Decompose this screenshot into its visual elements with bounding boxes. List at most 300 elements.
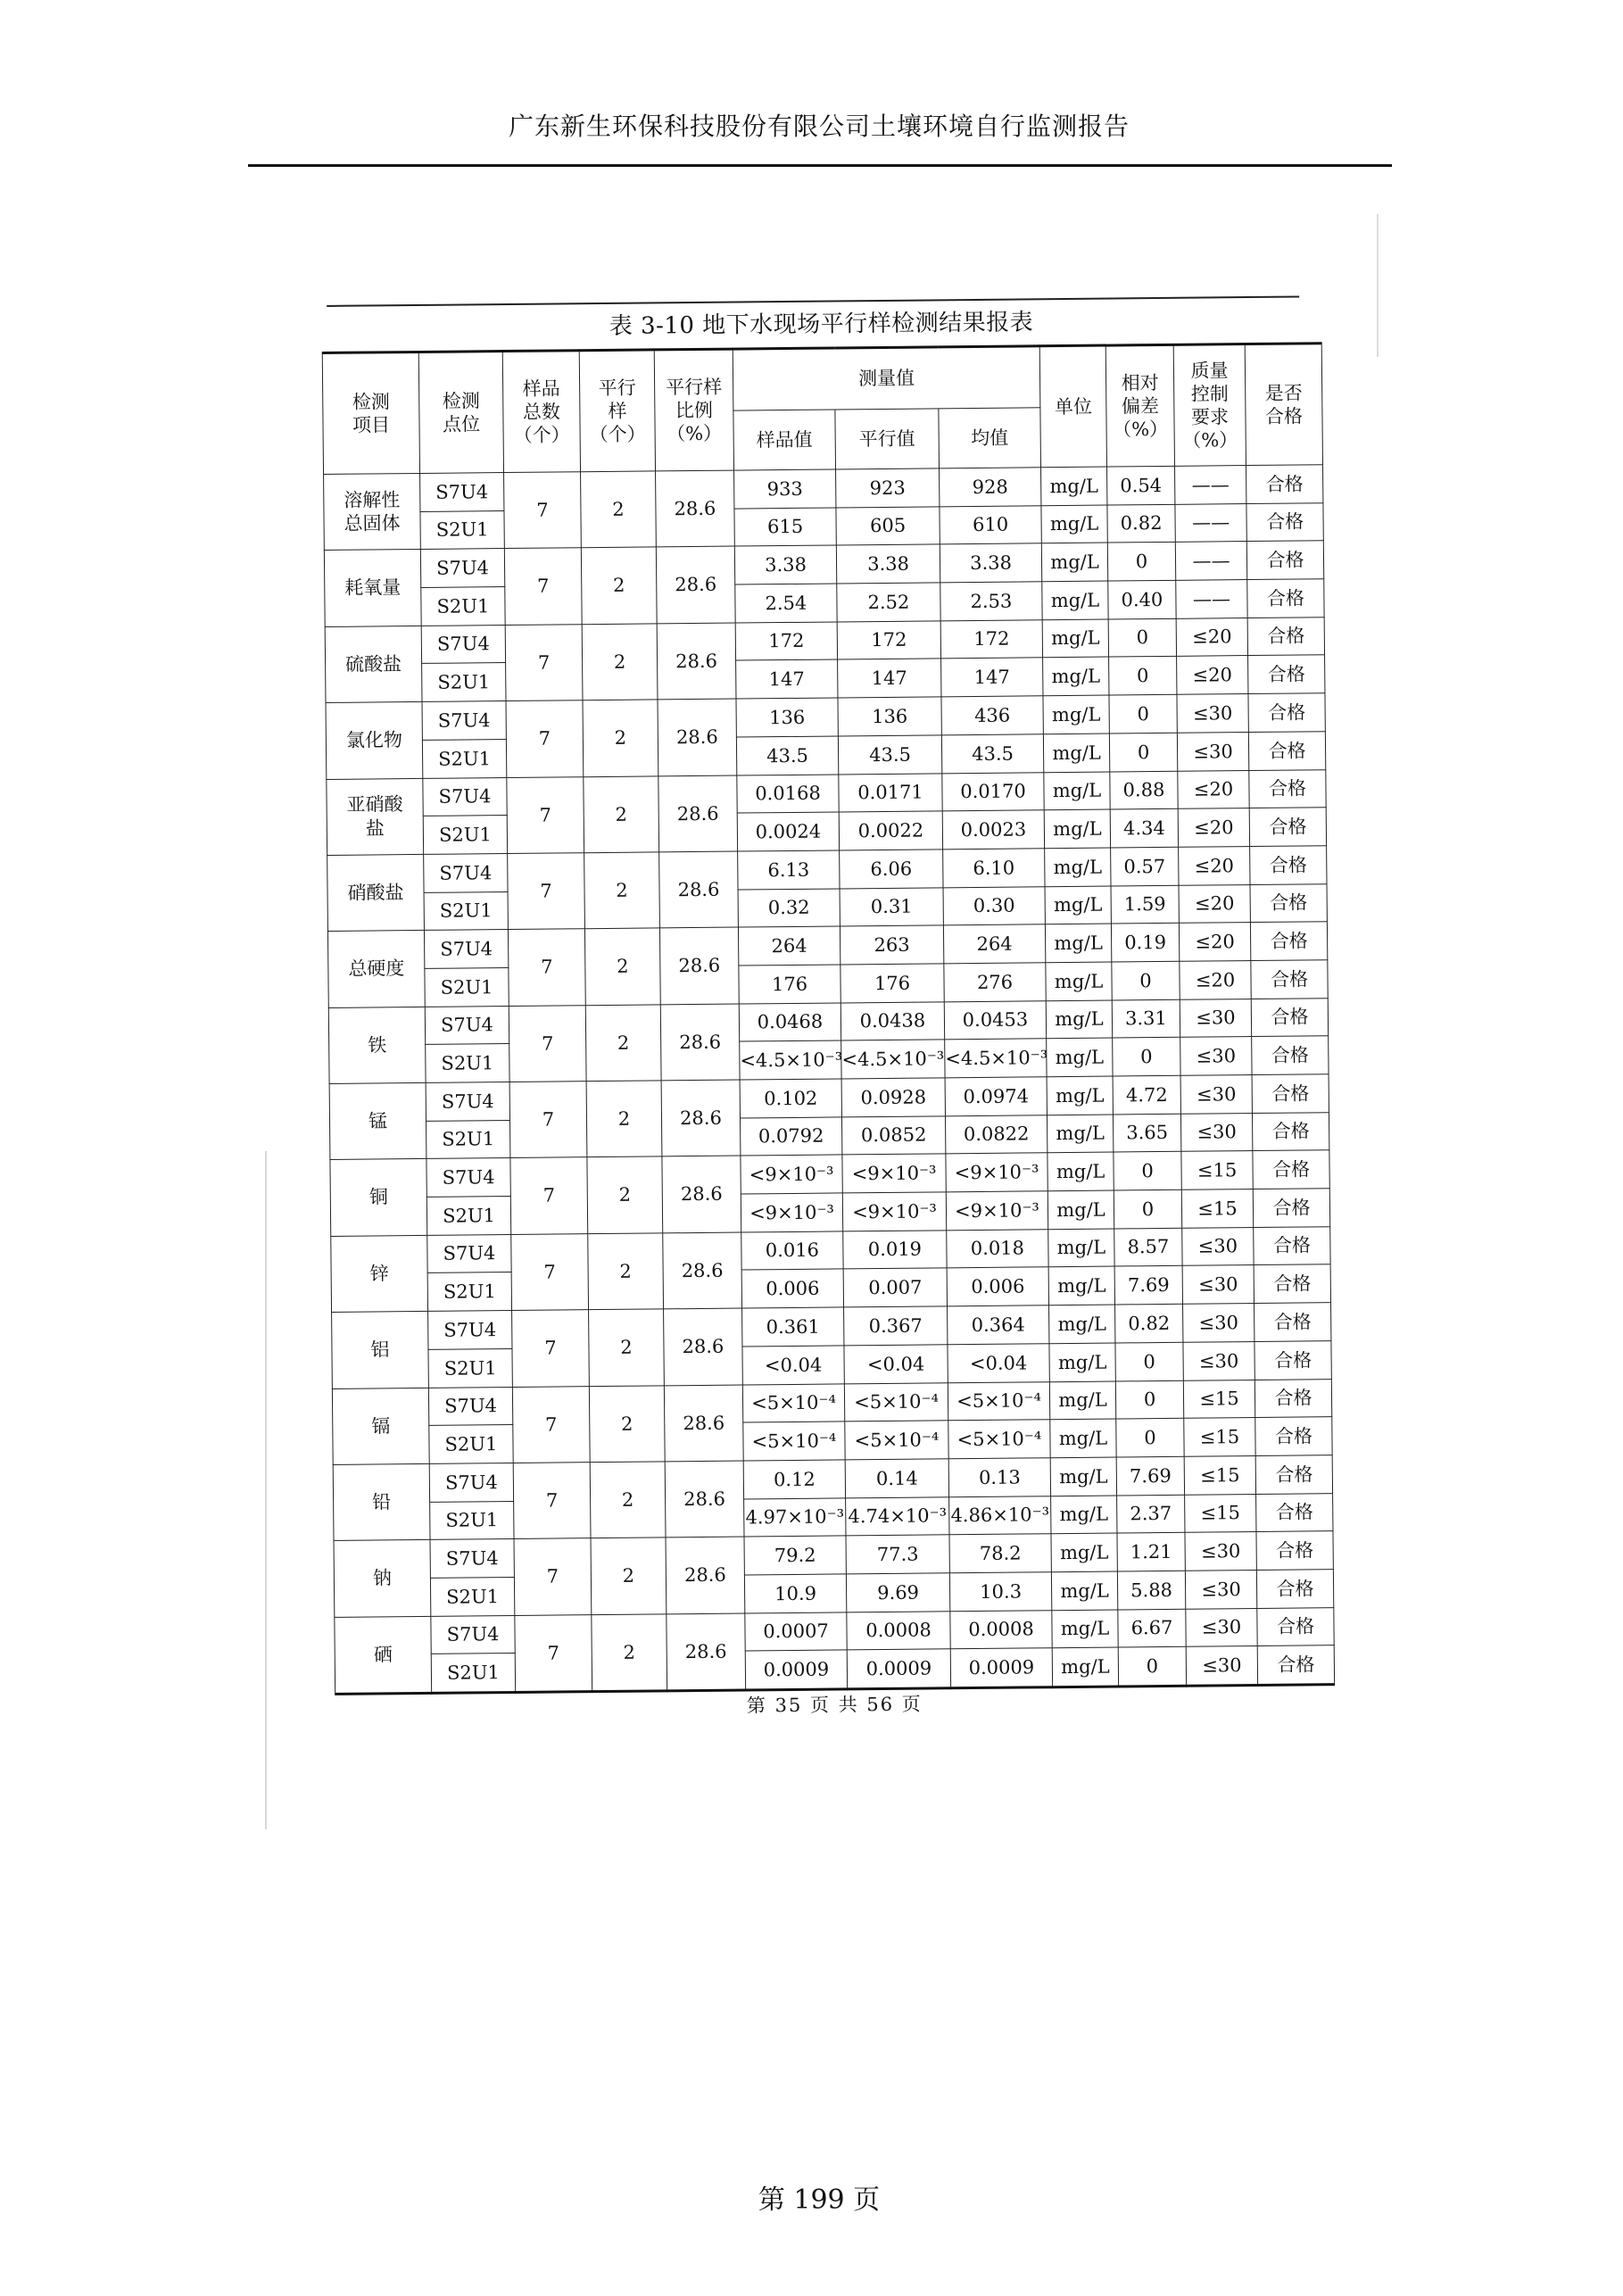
cell-ratio: 28.6 — [656, 470, 735, 547]
cell-unit: mg/L — [1043, 695, 1109, 734]
cell-site: S2U1 — [426, 1197, 510, 1236]
cell-ratio: 28.6 — [658, 699, 737, 775]
cell-total: 7 — [506, 700, 584, 777]
cell-sample-value: <5×10⁻⁴ — [742, 1383, 844, 1422]
cell-relative-deviation: 0 — [1109, 694, 1177, 733]
cell-unit: mg/L — [1045, 886, 1111, 924]
cell-parallel-value: 0.31 — [840, 887, 943, 926]
cell-mean: 610 — [940, 505, 1041, 544]
cell-parallel-count: 2 — [589, 1309, 665, 1386]
cell-sample-value: 2.54 — [735, 584, 837, 623]
cell-unit: mg/L — [1051, 1533, 1117, 1571]
cell-parallel-value: 0.0928 — [841, 1078, 945, 1117]
cell-mean: <9×10⁻³ — [946, 1191, 1047, 1231]
cell-sample-value: 615 — [734, 508, 836, 547]
cell-mean: 0.018 — [947, 1229, 1048, 1268]
cell-unit: mg/L — [1051, 1496, 1117, 1534]
cell-site: S7U4 — [420, 473, 504, 512]
results-table-body — [324, 465, 1335, 1695]
cell-site: S7U4 — [426, 1082, 509, 1122]
header-parallel-count: 平行 样 （个） — [579, 350, 655, 472]
cell-unit: mg/L — [1047, 1076, 1113, 1115]
cell-site: S7U4 — [427, 1234, 511, 1273]
cell-parallel-count: 2 — [585, 1005, 661, 1082]
cell-site: S7U4 — [421, 625, 505, 664]
cell-relative-deviation: 7.69 — [1114, 1266, 1182, 1305]
cell-sample-value: 6.13 — [738, 850, 840, 890]
cell-unit: mg/L — [1048, 1266, 1114, 1305]
cell-sample-value: 0.361 — [742, 1307, 844, 1347]
cell-relative-deviation: 0.82 — [1107, 504, 1175, 543]
cell-item: 铁 — [328, 1007, 426, 1083]
cell-parallel-count: 2 — [590, 1462, 666, 1538]
cell-item: 镉 — [332, 1388, 429, 1464]
cell-total: 7 — [508, 929, 585, 1006]
cell-pass: 合格 — [1257, 1607, 1334, 1646]
cell-sample-value: 0.32 — [738, 889, 840, 928]
cell-pass: 合格 — [1249, 808, 1326, 847]
cell-qc-requirement: —— — [1176, 580, 1247, 618]
cell-site: S7U4 — [426, 1158, 510, 1198]
cell-site: S7U4 — [431, 1615, 515, 1654]
cell-relative-deviation: 0.19 — [1111, 924, 1179, 962]
cell-mean: 4.86×10⁻³ — [949, 1496, 1051, 1535]
cell-pass: 合格 — [1247, 617, 1324, 656]
cell-unit: mg/L — [1048, 1229, 1114, 1267]
cell-mean: 78.2 — [949, 1534, 1051, 1573]
cell-relative-deviation: 3.65 — [1113, 1114, 1180, 1152]
cell-parallel-value: <5×10⁻⁴ — [845, 1421, 948, 1460]
cell-sample-value: <0.04 — [742, 1346, 844, 1385]
cell-ratio: 28.6 — [659, 851, 739, 928]
cell-relative-deviation: 0.82 — [1115, 1304, 1183, 1342]
cell-pass: 合格 — [1248, 732, 1325, 771]
cell-ratio: 28.6 — [656, 546, 735, 623]
header-unit: 单位 — [1039, 345, 1106, 468]
cell-pass: 合格 — [1254, 1226, 1330, 1265]
cell-unit: mg/L — [1050, 1457, 1116, 1496]
cell-parallel-value: 3.38 — [836, 544, 940, 584]
cell-pass: 合格 — [1252, 1036, 1329, 1075]
header-ratio: 平行样 比例 （%） — [654, 349, 733, 471]
cell-total: 7 — [509, 1005, 586, 1082]
cell-unit: mg/L — [1044, 772, 1110, 810]
report-header-title: 广东新生环保科技股份有限公司土壤环境自行监测报告 — [508, 112, 1130, 141]
header-site: 检测 点位 — [418, 352, 503, 474]
cell-site: S2U1 — [421, 587, 505, 626]
cell-item: 总硬度 — [327, 931, 425, 1007]
cell-mean: 0.0023 — [942, 810, 1044, 850]
cell-item: 铝 — [332, 1312, 429, 1388]
cell-mean: 264 — [943, 924, 1045, 964]
cell-mean: 10.3 — [949, 1572, 1051, 1612]
cell-mean: 6.10 — [943, 849, 1045, 888]
cell-ratio: 28.6 — [664, 1385, 743, 1462]
cell-pass: 合格 — [1251, 960, 1328, 999]
cell-item: 铜 — [330, 1159, 427, 1236]
cell-mean: 0.0453 — [944, 1000, 1046, 1040]
cell-sample-value: 0.0468 — [739, 1003, 840, 1042]
cell-site: S2U1 — [423, 816, 507, 855]
cell-mean: 172 — [940, 620, 1042, 659]
cell-parallel-count: 2 — [587, 1156, 663, 1233]
cell-parallel-count: 2 — [581, 547, 657, 624]
cell-qc-requirement: ≤30 — [1186, 1608, 1257, 1646]
cell-qc-requirement: ≤30 — [1186, 1646, 1257, 1686]
cell-item: 溶解性 总固体 — [324, 473, 421, 550]
cell-sample-value: 43.5 — [736, 736, 838, 775]
cell-unit: mg/L — [1052, 1647, 1118, 1687]
cell-parallel-value: 6.06 — [840, 850, 943, 889]
cell-site: S2U1 — [420, 510, 504, 550]
cell-parallel-value: 172 — [837, 621, 940, 660]
cell-site: S7U4 — [430, 1539, 514, 1579]
cell-qc-requirement: ≤15 — [1183, 1380, 1255, 1418]
cell-mean: <9×10⁻³ — [946, 1153, 1047, 1192]
cell-mean: 0.0974 — [945, 1077, 1047, 1116]
cell-ratio: 28.6 — [666, 1537, 745, 1613]
cell-pass: 合格 — [1246, 502, 1323, 542]
cell-relative-deviation: 0 — [1109, 657, 1177, 695]
cell-sample-value: 0.12 — [743, 1460, 845, 1499]
cell-pass: 合格 — [1254, 1264, 1330, 1304]
cell-qc-requirement: ≤30 — [1185, 1570, 1256, 1608]
header-parallel-value: 平行值 — [835, 408, 940, 469]
cell-parallel-count: 2 — [584, 928, 660, 1005]
cell-parallel-value: 2.52 — [837, 583, 940, 622]
cell-qc-requirement: ≤20 — [1176, 618, 1247, 656]
cell-parallel-value: 4.74×10⁻³ — [846, 1496, 949, 1536]
cell-qc-requirement: ≤30 — [1177, 732, 1248, 770]
cell-sample-value: <9×10⁻³ — [741, 1193, 842, 1232]
cell-qc-requirement: ≤15 — [1181, 1151, 1253, 1189]
cell-mean: 0.30 — [943, 886, 1045, 925]
cell-parallel-count: 2 — [583, 700, 658, 776]
cell-sample-value: 264 — [738, 926, 840, 966]
cell-pass: 合格 — [1252, 1074, 1329, 1114]
cell-site: S7U4 — [423, 777, 507, 816]
cell-qc-requirement: ≤30 — [1180, 999, 1251, 1037]
cell-qc-requirement: —— — [1175, 503, 1246, 542]
cell-parallel-count: 2 — [588, 1233, 664, 1310]
cell-qc-requirement: ≤30 — [1180, 1037, 1252, 1075]
cell-item: 耗氧量 — [324, 550, 421, 626]
cell-sample-value: <5×10⁻⁴ — [743, 1422, 845, 1461]
cell-relative-deviation: 0 — [1107, 543, 1175, 581]
cell-site: S2U1 — [431, 1654, 515, 1694]
cell-pass: 合格 — [1253, 1150, 1329, 1189]
cell-sample-value: 0.0009 — [745, 1650, 847, 1690]
cell-qc-requirement: ≤20 — [1177, 656, 1248, 694]
cell-qc-requirement: ≤15 — [1184, 1455, 1255, 1494]
cell-unit: mg/L — [1043, 657, 1109, 695]
cell-mean: 0.0170 — [942, 772, 1044, 811]
cell-site: S2U1 — [427, 1272, 511, 1312]
cell-unit: mg/L — [1043, 734, 1109, 772]
cell-total: 7 — [515, 1614, 592, 1692]
cell-sample-value: <9×10⁻³ — [741, 1155, 842, 1194]
cell-ratio: 28.6 — [665, 1461, 744, 1538]
cell-site: S2U1 — [428, 1348, 512, 1388]
cell-relative-deviation: 0 — [1115, 1342, 1183, 1380]
cell-parallel-value: <0.04 — [844, 1345, 948, 1384]
cell-site: S2U1 — [422, 663, 506, 702]
cell-qc-requirement: ≤30 — [1180, 1075, 1252, 1114]
cell-total: 7 — [504, 548, 582, 625]
table-title: 表 3-10 地下水现场平行样检测结果报表 — [609, 309, 1034, 340]
cell-unit: mg/L — [1049, 1305, 1115, 1343]
cell-mean: 928 — [940, 468, 1041, 507]
cell-parallel-value: 0.14 — [845, 1459, 948, 1498]
cell-parallel-value: 0.0022 — [839, 811, 942, 850]
cell-item: 锌 — [331, 1235, 428, 1312]
header-pass: 是否 合格 — [1245, 344, 1322, 466]
cell-qc-requirement: ≤30 — [1180, 1113, 1252, 1151]
cell-site: S2U1 — [430, 1577, 514, 1616]
cell-ratio: 28.6 — [661, 1080, 741, 1156]
cell-relative-deviation: 0 — [1113, 1038, 1180, 1076]
cell-parallel-value: <4.5×10⁻³ — [841, 1040, 945, 1079]
cell-sample-value: 176 — [739, 965, 840, 1004]
cell-parallel-value: 605 — [836, 507, 940, 546]
cell-site: S7U4 — [429, 1463, 513, 1502]
cell-ratio: 28.6 — [657, 623, 736, 700]
cell-site: S2U1 — [430, 1501, 514, 1540]
cell-total: 7 — [507, 776, 584, 853]
cell-total: 7 — [513, 1463, 591, 1539]
cell-parallel-count: 2 — [586, 1081, 662, 1157]
cell-parallel-value: 43.5 — [838, 735, 941, 775]
cell-item: 氯化物 — [326, 702, 423, 779]
cell-parallel-value: 923 — [836, 468, 940, 508]
cell-site: S7U4 — [424, 853, 508, 892]
cell-pass: 合格 — [1255, 1455, 1332, 1495]
cell-unit: mg/L — [1041, 505, 1107, 543]
cell-relative-deviation: 0 — [1114, 1189, 1181, 1228]
cell-mean: 436 — [941, 696, 1043, 735]
cell-unit: mg/L — [1047, 1152, 1114, 1190]
cell-sample-value: 0.102 — [740, 1079, 841, 1118]
cell-sample-value: 0.0024 — [737, 812, 839, 851]
cell-pass: 合格 — [1247, 579, 1324, 618]
cell-relative-deviation: 0 — [1112, 961, 1180, 999]
cell-ratio: 28.6 — [663, 1232, 742, 1309]
cell-qc-requirement: ≤30 — [1177, 694, 1248, 733]
cell-ratio: 28.6 — [664, 1308, 743, 1385]
cell-relative-deviation: 5.88 — [1117, 1571, 1185, 1609]
cell-sample-value: 10.9 — [744, 1574, 846, 1613]
cell-sample-value: 172 — [735, 622, 837, 661]
cell-parallel-value: 147 — [838, 659, 941, 698]
cell-item: 硝酸盐 — [327, 854, 425, 931]
cell-parallel-value: 9.69 — [846, 1573, 949, 1612]
cell-sample-value: 0.006 — [741, 1269, 843, 1308]
cell-unit: mg/L — [1047, 1190, 1114, 1229]
cell-unit: mg/L — [1042, 581, 1108, 619]
cell-parallel-value: 0.0009 — [847, 1649, 950, 1689]
cell-unit: mg/L — [1047, 1115, 1113, 1153]
cell-unit: mg/L — [1041, 467, 1107, 505]
cell-item: 钠 — [334, 1540, 431, 1617]
cell-parallel-count: 2 — [584, 852, 660, 929]
cell-parallel-value: 77.3 — [846, 1535, 949, 1574]
cell-relative-deviation: 0 — [1114, 1152, 1181, 1190]
cell-pass: 合格 — [1250, 846, 1327, 885]
cell-site: S2U1 — [422, 739, 506, 778]
scan-edge-left — [265, 1151, 267, 1829]
cell-qc-requirement: ≤20 — [1179, 923, 1250, 961]
cell-parallel-value: 0.007 — [843, 1268, 947, 1307]
cell-relative-deviation: 3.31 — [1112, 999, 1180, 1038]
cell-sample-value: 0.0792 — [740, 1117, 841, 1156]
cell-qc-requirement: —— — [1175, 466, 1246, 504]
cell-parallel-value: <9×10⁻³ — [842, 1192, 946, 1231]
cell-ratio: 28.6 — [660, 1004, 740, 1081]
cell-site: S7U4 — [424, 930, 508, 969]
header-qc-requirement: 质量 控制 要求 （%） — [1173, 344, 1246, 467]
cell-pass: 合格 — [1250, 883, 1327, 923]
cell-qc-requirement: ≤30 — [1182, 1227, 1254, 1265]
cell-pass: 合格 — [1255, 1379, 1331, 1418]
cell-relative-deviation: 0.40 — [1108, 580, 1176, 618]
cell-pass: 合格 — [1257, 1645, 1334, 1686]
cell-mean: <5×10⁻⁴ — [948, 1420, 1050, 1459]
cell-unit: mg/L — [1045, 848, 1111, 886]
cell-parallel-value: 0.0438 — [840, 1001, 944, 1040]
cell-relative-deviation: 8.57 — [1114, 1228, 1182, 1266]
cell-ratio: 28.6 — [658, 775, 738, 852]
cell-sample-value: 0.0007 — [745, 1612, 847, 1652]
cell-sample-value: 136 — [736, 698, 838, 737]
cell-qc-requirement: ≤20 — [1178, 770, 1249, 808]
cell-total: 7 — [510, 1157, 588, 1234]
cell-pass: 合格 — [1246, 465, 1323, 504]
cell-sample-value: 147 — [736, 659, 838, 699]
cell-ratio: 28.6 — [659, 927, 739, 1004]
cell-site: S2U1 — [429, 1425, 513, 1464]
header-measured: 测量值 — [733, 346, 1040, 410]
cell-site: S7U4 — [428, 1387, 512, 1426]
cell-mean: 0.13 — [948, 1458, 1050, 1497]
cell-relative-deviation: 0 — [1108, 618, 1176, 657]
cell-unit: mg/L — [1052, 1610, 1118, 1648]
cell-site: S7U4 — [428, 1311, 512, 1350]
cell-total: 7 — [505, 624, 583, 700]
cell-item: 铅 — [333, 1463, 430, 1540]
page-number: 第 199 页 — [758, 2184, 881, 2216]
cell-parallel-count: 2 — [582, 624, 658, 700]
cell-total: 7 — [512, 1386, 590, 1463]
cell-site: S2U1 — [424, 891, 508, 931]
cell-unit: mg/L — [1049, 1381, 1115, 1420]
cell-parallel-value: 0.0171 — [839, 773, 942, 812]
cell-ratio: 28.6 — [662, 1156, 741, 1232]
cell-qc-requirement: ≤30 — [1183, 1304, 1255, 1342]
cell-mean: 3.38 — [940, 543, 1041, 583]
cell-item: 亚硝酸 盐 — [327, 778, 424, 855]
cell-site: S7U4 — [422, 701, 506, 741]
header-total: 样品 总数 （个） — [502, 351, 580, 473]
cell-qc-requirement: ≤15 — [1181, 1189, 1253, 1228]
cell-unit: mg/L — [1046, 962, 1112, 1000]
cell-pass: 合格 — [1253, 1189, 1329, 1228]
cell-relative-deviation: 0 — [1109, 733, 1177, 771]
cell-relative-deviation: 4.34 — [1110, 808, 1178, 847]
cell-parallel-count: 2 — [589, 1385, 665, 1462]
cell-relative-deviation: 0 — [1118, 1647, 1186, 1687]
cell-unit: mg/L — [1051, 1571, 1117, 1610]
cell-item: 锰 — [329, 1082, 426, 1159]
cell-unit: mg/L — [1045, 924, 1111, 962]
cell-parallel-value: 0.367 — [844, 1306, 948, 1346]
cell-unit: mg/L — [1044, 809, 1110, 848]
cell-qc-requirement: ≤30 — [1183, 1341, 1255, 1380]
scanned-table-sheet — [321, 274, 1334, 1717]
cell-relative-deviation: 1.59 — [1111, 885, 1179, 924]
cell-parallel-value: <9×10⁻³ — [842, 1154, 946, 1193]
cell-pass: 合格 — [1255, 1303, 1331, 1342]
cell-unit: mg/L — [1041, 543, 1107, 581]
cell-mean: 0.006 — [947, 1267, 1048, 1306]
cell-sample-value: 933 — [734, 469, 836, 509]
cell-sample-value: 3.38 — [734, 545, 836, 584]
cell-mean: 0.0009 — [950, 1648, 1052, 1688]
cell-relative-deviation: 2.37 — [1117, 1495, 1185, 1533]
cell-item: 硒 — [335, 1616, 432, 1694]
header-mean: 均值 — [939, 407, 1041, 468]
cell-ratio: 28.6 — [667, 1613, 746, 1691]
cell-relative-deviation: 7.69 — [1116, 1456, 1184, 1495]
cell-qc-requirement: ≤30 — [1185, 1532, 1256, 1571]
cell-relative-deviation: 1.21 — [1117, 1533, 1185, 1571]
cell-parallel-value: <5×10⁻⁴ — [844, 1382, 948, 1422]
cell-parallel-count: 2 — [592, 1613, 667, 1691]
cell-item: 硫酸盐 — [325, 626, 422, 702]
cell-mean: 2.53 — [940, 582, 1042, 621]
cell-relative-deviation: 0.57 — [1111, 847, 1179, 885]
cell-mean: 0.0822 — [945, 1115, 1047, 1154]
cell-total: 7 — [508, 853, 585, 930]
cell-unit: mg/L — [1047, 1038, 1113, 1076]
cell-site: S7U4 — [425, 1006, 509, 1045]
cell-qc-requirement: —— — [1175, 542, 1246, 580]
cell-unit: mg/L — [1046, 1000, 1112, 1039]
cell-pass: 合格 — [1251, 998, 1328, 1037]
cell-unit: mg/L — [1049, 1343, 1115, 1381]
cell-pass: 合格 — [1250, 922, 1327, 961]
cell-sample-value: 0.0168 — [737, 774, 839, 813]
cell-total: 7 — [509, 1082, 587, 1158]
cell-parallel-value: 263 — [840, 925, 943, 965]
cell-mean: 43.5 — [941, 734, 1043, 774]
cell-sample-value: <4.5×10⁻³ — [740, 1040, 841, 1080]
cell-mean: 0.364 — [948, 1305, 1049, 1345]
cell-relative-deviation: 0.54 — [1107, 466, 1175, 504]
cell-parallel-value: 136 — [838, 697, 941, 736]
cell-pass: 合格 — [1252, 1112, 1329, 1151]
cell-qc-requirement: ≤20 — [1179, 846, 1250, 884]
cell-relative-deviation: 0.88 — [1110, 771, 1178, 809]
cell-pass: 合格 — [1246, 541, 1323, 580]
cell-parallel-count: 2 — [591, 1538, 667, 1614]
cell-relative-deviation: 4.72 — [1113, 1075, 1180, 1114]
header-item: 检测 项目 — [322, 352, 419, 474]
header-rule — [248, 164, 1392, 167]
cell-qc-requirement: ≤15 — [1185, 1494, 1256, 1532]
cell-pass: 合格 — [1256, 1570, 1333, 1609]
cell-total: 7 — [512, 1310, 590, 1387]
cell-mean: <0.04 — [948, 1344, 1049, 1383]
